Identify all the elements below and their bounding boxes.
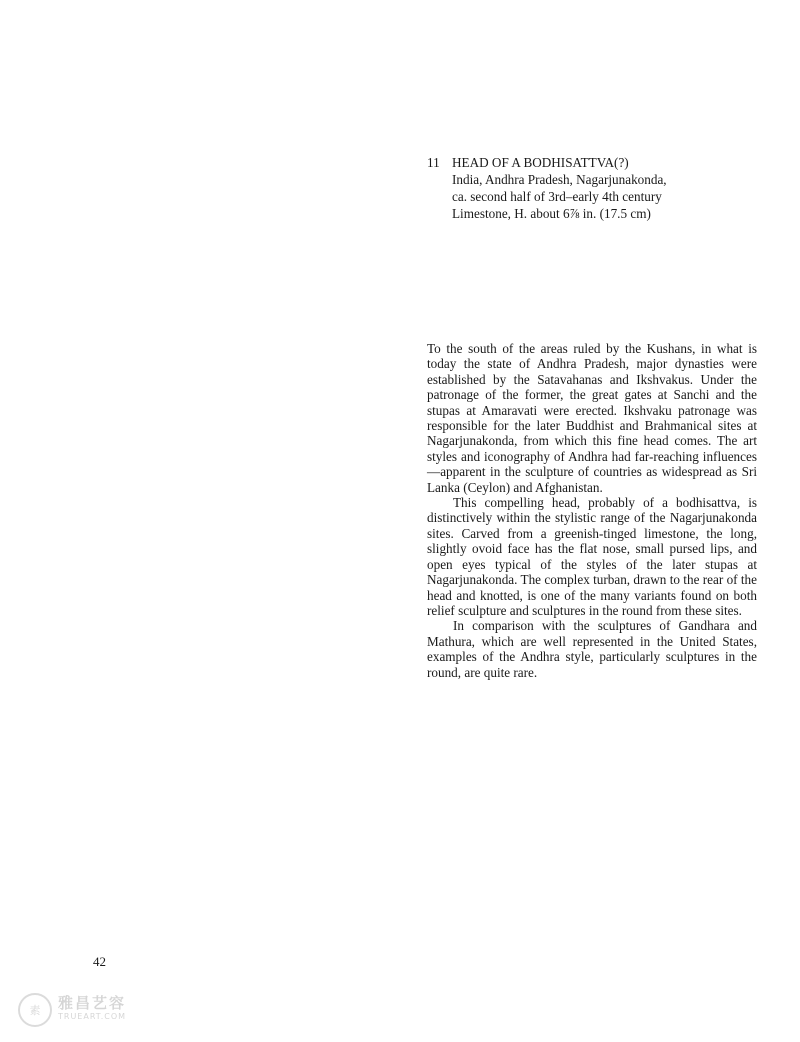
caption-title: HEAD OF A BODHISATTVA(?) xyxy=(452,155,629,170)
caption-location: India, Andhra Pradesh, Nagarjunakonda, xyxy=(452,172,667,187)
paragraph-3: In comparison with the sculptures of Gandhara and Mathura, which are well represented in the United States, examples of the Andhra style, particularly sculptures in the round, are quite rare. xyxy=(427,618,757,680)
caption-lines xyxy=(452,154,757,222)
caption-date: ca. second half of 3rd–early 4th century xyxy=(452,189,662,204)
watermark xyxy=(18,993,126,1027)
caption-material: Limestone, H. about 6⅞ in. (17.5 cm) xyxy=(452,206,651,221)
paragraph-2: This compelling head, probably of a bodhisattva, is distinctively within the stylistic range of the Nagarjunakonda sites. Carved from a greenish-tinged limestone, the long, slightly ovoid face has the flat nose, small pursed lips, and open eyes typical of the styles of the later stupas at Nagarjunakonda. The complex turban, drawn to the rear of the head and knotted, is one of the many variants found on both relief sculpture and sculptures in the round from these sites. xyxy=(427,495,757,618)
watermark-english: TRUEART.COM xyxy=(58,1012,127,1021)
watermark-chinese: 雅昌艺容 xyxy=(58,994,127,1012)
watermark-seal-icon: 素 xyxy=(18,993,52,1027)
figure-number: 11 xyxy=(427,155,440,170)
paragraph-1: To the south of the areas ruled by the Kushans, in what is today the state of Andhra Pradesh, major dynasties were established by the Satavahanas and Ikshvakus. Under the patronage of the former, the great gates at Sanchi and the stupas at Amaravati were erected. Ikshvaku patronage was responsible for the later Buddhist and Brahmanical sites at Nagarjunakonda, from which this fine head comes. The art styles and iconography of Andhra had far-reaching influences—apparent in the sculpture of countries as widespread as Sri Lanka (Ceylon) and Afghanistan. xyxy=(427,341,757,495)
watermark-text xyxy=(58,996,126,1024)
body-text xyxy=(427,341,757,680)
page-number: 42 xyxy=(93,954,106,969)
figure-caption xyxy=(427,154,757,222)
